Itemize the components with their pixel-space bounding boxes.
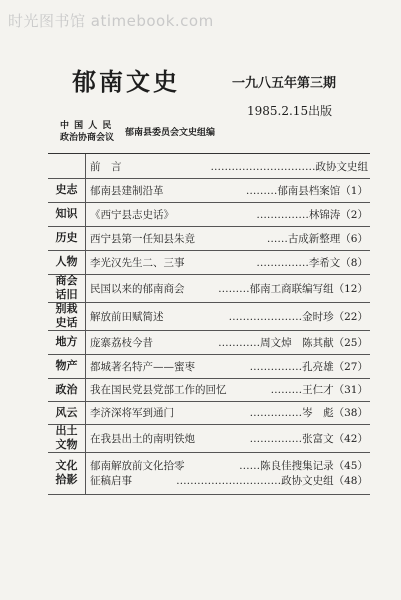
toc-entry-author-page: …………………金时珍（22） <box>228 310 368 323</box>
toc-section <box>48 401 370 425</box>
toc-entry-author-page: ………王仁才（31） <box>270 384 368 396</box>
toc-section <box>48 202 370 227</box>
toc-section <box>48 226 370 251</box>
toc-section <box>48 154 370 179</box>
toc-entry-author-page: ……………岑 彪（38） <box>249 407 368 419</box>
toc-section <box>48 302 370 331</box>
toc-section <box>48 378 370 402</box>
toc-category: 地方 <box>48 330 86 354</box>
toc-entry-title: 李光汉先生二、三事 <box>90 256 185 269</box>
toc-section <box>48 452 370 495</box>
toc-entry-author-page: ……………孔亮雄（27） <box>249 360 368 373</box>
toc-category: 风云 <box>48 401 86 424</box>
toc-entry-author-page: …………………………政协文史组（48） <box>176 475 368 487</box>
toc-category: 知识 <box>48 202 86 226</box>
toc-category: 商会 话旧 <box>48 274 86 302</box>
toc-entry-title: 都城著名特产——蜜枣 <box>90 360 195 373</box>
toc-category: 出土 文物 <box>48 424 86 452</box>
toc-category: 人物 <box>48 250 86 274</box>
toc-entry-author-page: ……………张富文（42） <box>249 432 368 445</box>
toc-entry-title: 郁南县建制沿革 <box>90 184 164 197</box>
toc-entry-title: 前 言 <box>90 160 122 173</box>
toc-category: 史志 <box>48 178 86 202</box>
publisher-line-3: 郁南县委员会文史组编 <box>125 128 216 138</box>
toc-entry-author-page: ……………李希文（8） <box>256 256 368 269</box>
toc-entry-title: 我在国民党县党部工作的回忆 <box>90 384 227 396</box>
watermark-text: 时光图书馆 atimebook.com <box>8 12 214 30</box>
toc-section <box>48 274 370 303</box>
toc-category: 物产 <box>48 354 86 378</box>
toc-entry-title: 解放前田赋简述 <box>90 310 164 323</box>
toc-entry-author-page: …………周文焯 陈其献（25） <box>218 336 368 349</box>
toc-entry-author-page: ……陈良佳搜集记录（45） <box>239 460 368 472</box>
toc-entry-author-page: ……………林锦涛（2） <box>256 208 368 221</box>
toc-section <box>48 354 370 379</box>
toc-entry-title: 西宁县第一任知县朱竟 <box>90 232 195 245</box>
toc-entry-title: 民国以来的郁南商会 <box>90 282 185 295</box>
toc-entry-title: 征稿启事 <box>90 475 132 487</box>
toc-entry-title: 郁南解放前文化拾零 <box>90 460 185 472</box>
toc-category: 政治 <box>48 378 86 401</box>
toc-category <box>48 154 86 178</box>
publisher-block <box>60 120 216 144</box>
publisher-line-2: 政治协商会议 <box>60 133 115 143</box>
publisher-line-1: 中 国 人 民 <box>60 121 113 131</box>
toc-entry-title: 李济深将军到通门 <box>90 407 174 419</box>
toc-section <box>48 250 370 275</box>
toc-entry-title: 庞寨荔枝今昔 <box>90 336 153 349</box>
toc-category: 别栽 史话 <box>48 302 86 330</box>
toc-category: 历史 <box>48 226 86 250</box>
publication-date: 1985.2.15出版 <box>247 104 333 118</box>
journal-title: 郁南文史 <box>72 67 180 96</box>
toc-entry-title: 《西宁县志史话》 <box>90 208 174 221</box>
toc-entry-author-page: ……古成新整理（6） <box>266 232 368 245</box>
toc-section <box>48 330 370 355</box>
journal-issue: 一九八五年第三期 <box>232 76 337 91</box>
toc-section <box>48 424 370 453</box>
toc-category: 文化 拾影 <box>48 452 86 494</box>
toc-entry-author-page: ………郁南工商联编写组（12） <box>218 282 368 295</box>
toc-entry-title: 在我县出土的南明铁炮 <box>90 432 195 445</box>
toc-section <box>48 178 370 203</box>
toc-entry-author-page: ………郁南县档案馆（1） <box>245 184 368 197</box>
table-of-contents <box>48 153 370 494</box>
toc-entry-author-page: …………………………政协文史组 <box>210 160 368 173</box>
